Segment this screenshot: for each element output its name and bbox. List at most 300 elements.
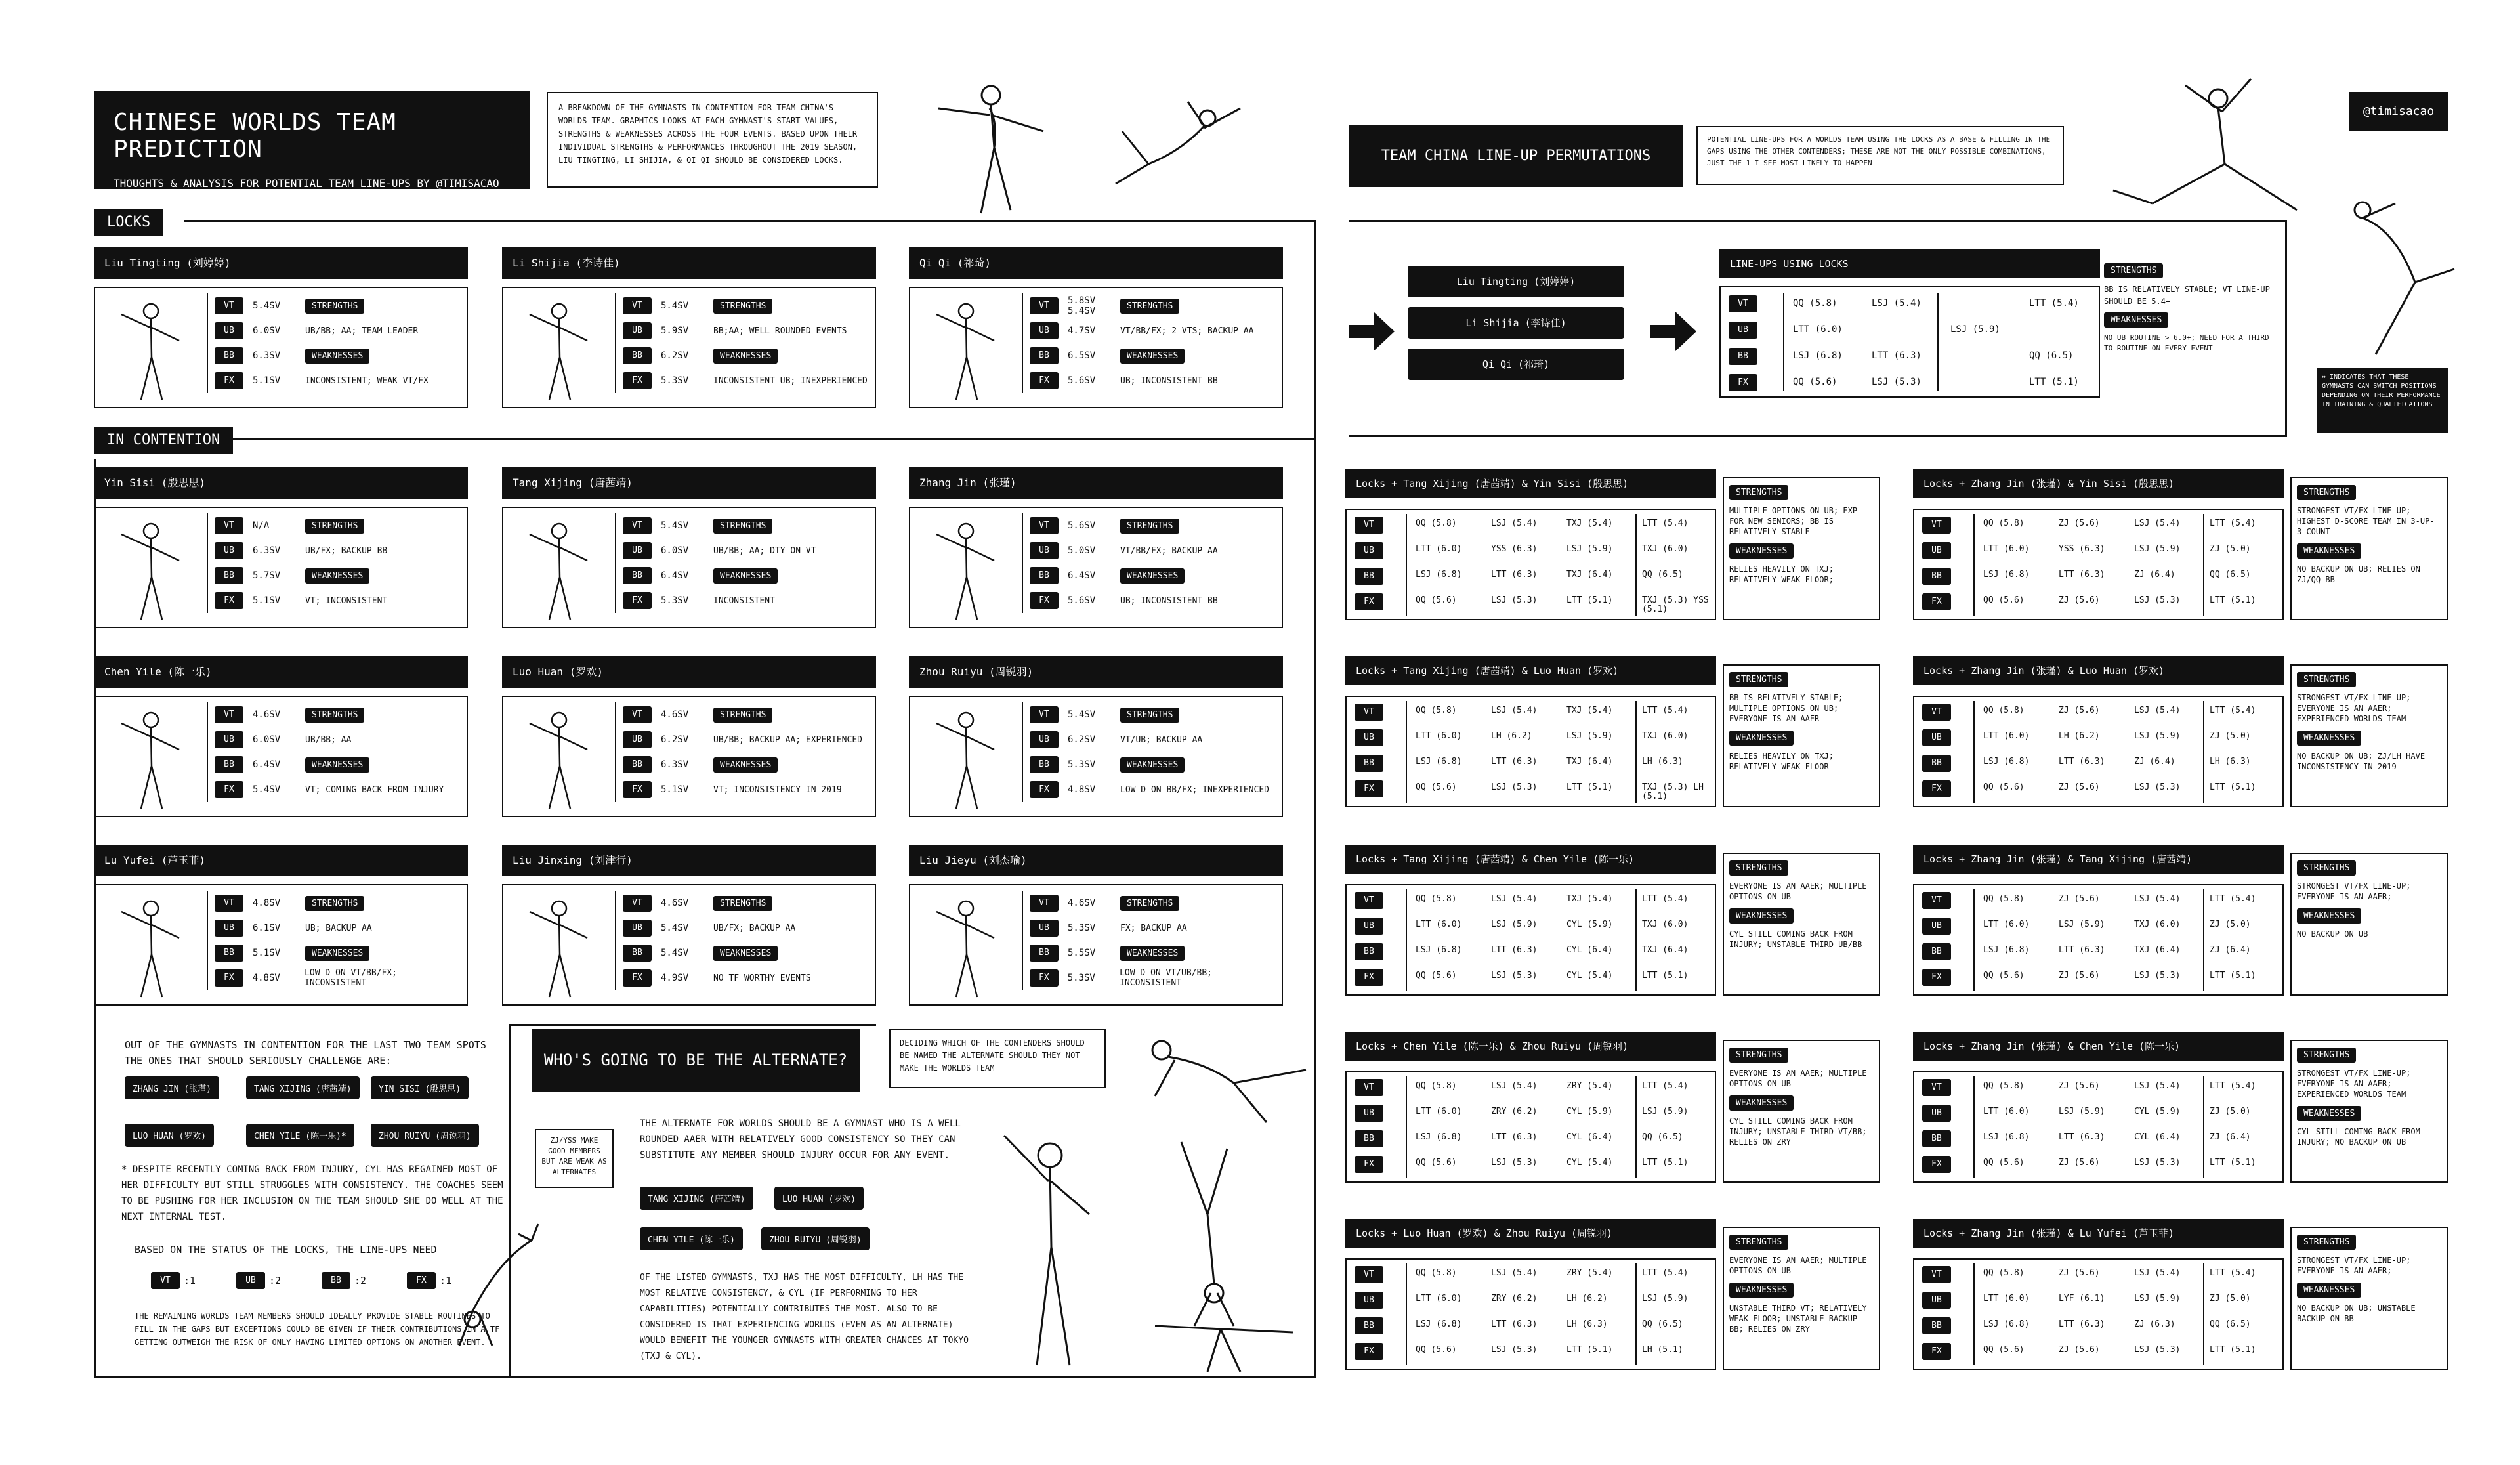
weaknesses-text: INCONSISTENT [713,595,775,606]
gymnast-card [502,656,876,817]
event-badge: FX [1354,593,1383,610]
lineup-cell: LSJ (5.4) [2134,519,2181,528]
strengths-label: STRENGTHS [713,708,772,723]
event-badge: BB [623,347,652,364]
gymnast-name: Liu Tingting (刘婷婷) [94,247,468,279]
lineup-cell: LSJ (6.8) [1983,570,2030,580]
event-badge: BB [1922,1317,1951,1334]
gymnast-card [94,467,468,628]
event-badge: FX [1030,969,1059,987]
grid-divider [2203,701,2204,803]
strengths-label: STRENGTHS [1120,708,1179,723]
weaknesses-text: VT; INCONSISTENCY IN 2019 [713,784,842,795]
event-rows [615,293,871,393]
event-badge: FX [1354,1343,1383,1360]
lineup-cell: LTT (5.4) [2029,298,2079,308]
lineup-cell: QQ (5.8) [1416,1268,1457,1278]
lineup-cell: LSJ (6.8) [1983,757,2030,767]
start-value: 5.1SV [253,375,281,386]
strengths-text: VT/UB; BACKUP AA [1120,734,1203,745]
start-value: 4.8SV [253,898,281,908]
lineup-cell: ZJ (5.0) [2210,1107,2251,1116]
start-value: 5.3SV [1067,973,1095,983]
weaknesses-label: WEAKNESSES [1729,1283,1794,1298]
lineup-cell: LTT (6.0) [1983,1107,2030,1116]
gymnast-sketch [917,892,1015,1000]
event-row [1022,727,1278,752]
strengths-text: EVERYONE IS AN AAER; MULTIPLE OPTIONS ON UB [1729,881,1867,901]
event-rows [1022,293,1278,393]
event-row [615,563,871,588]
permutation-notes [2290,664,2448,807]
event-badge: BB [623,756,652,773]
lineup-cell: LSJ (5.3) [2134,1345,2181,1355]
gymnast-sketch [510,515,608,623]
lineup-cell: QQ (5.8) [1983,894,2025,904]
event-badge: UB [1030,322,1059,339]
permutation-notes [1723,664,1880,807]
start-value: 5.6SV [1068,595,1096,606]
event-badge: UB [623,920,652,937]
grid-divider [1406,1076,1407,1178]
lineup-cell: QQ (6.5) [2029,350,2074,361]
alternate-top-border [509,1024,876,1026]
start-value: 6.0SV [661,545,689,556]
permutation-card [1913,469,2448,620]
permutation-title: Locks + Zhang Jin (张瑾) & Tang Xijing (唐茜靖) [1913,845,2284,874]
event-row [1022,293,1278,318]
strengths-label: STRENGTHS [1120,299,1179,314]
lineup-cell: YSS (6.3) [1491,544,1538,554]
event-badge: FX [1922,1156,1951,1173]
weaknesses-label: WEAKNESSES [1729,908,1794,924]
grid-divider [1973,889,1975,991]
gymnast-card-body [94,507,468,628]
event-row [207,727,463,752]
event-row [615,891,871,916]
strengths-label: STRENGTHS [1729,1235,1788,1250]
lineup-cell: LSJ (5.9) [2134,1294,2181,1304]
event-badge: UB [1030,542,1059,559]
event-badge: VT [1922,517,1951,534]
event-badge: VT [1030,706,1059,723]
event-badge: BB [1922,943,1951,960]
event-rows [615,702,871,802]
event-row [207,916,463,941]
weaknesses-text: INCONSISTENT; WEAK VT/FX [305,375,429,386]
grid-divider [1406,701,1407,803]
gymnast-card [502,467,876,628]
event-row [1022,318,1278,343]
lineup-cell: ZJ (5.0) [2210,731,2251,741]
event-badge: BB [1030,567,1059,584]
lockline-panel [1719,249,2113,414]
event-badge: VT [1030,895,1059,912]
analysis-intro: OUT OF THE GYMNASTS IN CONTENTION FOR THE LAST TWO TEAM SPOTS THE ONES THAT SHOULD SERIOUSLY CHALLENGE ARE: [125,1039,486,1067]
lineup-cell: TXJ (6.4) [1642,945,1689,955]
start-value: 5.4SV [253,784,281,795]
start-value: 4.7SV [1068,326,1096,336]
gymnast-name: Zhou Ruiyu (周锐羽) [909,656,1283,688]
strengths-label: STRENGTHS [2104,263,2163,278]
weaknesses-text: NO BACKUP ON UB; RELIES ON ZJ/QQ BB [2297,564,2420,584]
permutations-right-border [2285,220,2287,436]
start-value: 5.1SV [661,784,689,795]
lineup-cell: LTT (6.0) [1416,544,1462,554]
lineup-cell: QQ (5.8) [1983,706,2025,715]
lineup-cell: LH (6.3) [2210,757,2251,767]
lineup-cell: TXJ (6.0) [1642,544,1689,554]
event-badge: BB [1354,568,1383,585]
event-row [1022,368,1278,393]
lineup-cell: TXJ (6.0) [2134,920,2181,929]
event-rows [207,513,463,613]
lineup-cell: LTT (5.4) [1642,519,1689,528]
permutation-card [1345,845,1880,996]
lineup-cell: QQ (5.8) [1793,298,1838,308]
lineup-cell: QQ (5.8) [1416,894,1457,904]
lineup-cell: LTT (6.0) [1983,544,2030,554]
event-badge: BB [1729,348,1757,365]
analysis-remaining: THE REMAINING WORLDS TEAM MEMBERS SHOULD IDEALLY PROVIDE STABLE ROUTINES TO FILL IN THE GAPS BUT EXCEPTIONS COULD BE GIVEN IF THEIR CONTRIBUTIONS IN A TF GETTING OUTWEIGH THE RISK OF ONLY HAVING LIMITED OPTIONS ON ANOTHER EVENT. [135,1311,500,1347]
contender-pill: TANG XIJING (唐茜靖) [246,1076,360,1099]
start-value: 6.3SV [661,759,689,770]
permutation-card [1345,1219,1880,1370]
lineup-cell: LH (6.3) [1642,757,1683,767]
lockline-side [2100,259,2277,410]
contender-pill: CHEN YILE (陈一乐)* [246,1124,354,1147]
start-value: 6.2SV [661,350,689,361]
strengths-text: UB/BB; AA; DTY ON VT [713,545,816,556]
lineup-cell: LSJ (6.8) [1416,1319,1462,1329]
gymnast-sketch-backbend [433,1221,545,1352]
strengths-label: STRENGTHS [713,896,772,911]
start-value: 5.8SV 5.4SV [1068,295,1096,316]
lineup-cell: LTT (5.1) [1566,782,1613,792]
lineup-cell: LTT (6.0) [1416,731,1462,741]
strengths-label: STRENGTHS [1120,896,1179,911]
page-title: CHINESE WORLDS TEAM PREDICTION [114,109,396,163]
intro-description: A BREAKDOWN OF THE GYMNASTS IN CONTENTION FOR TEAM CHINA'S WORLDS TEAM. GRAPHICS LOOKS AT EACH GYMNAST'S START VALUES, STRENGTHS & WEAKNESSES ACROSS THE FOUR EVENTS. BASED UPON THEIR INDIVIDUAL STRENGTHS & PERFORMANCES THROUGHOUT THE 2019 SEASON, LIU TINGTING, LI SHIJIA, & QI QI SHOULD BE CONSIDERED LOCKS. [547,92,878,188]
start-value: 5.5SV [1068,948,1096,958]
main-title-box [94,91,530,189]
event-badge: BB [623,945,652,962]
start-value: 4.6SV [1068,898,1096,908]
permutation-grid [1913,696,2284,807]
lineup-cell: ZJ (5.6) [2059,1268,2100,1278]
event-row [207,777,463,802]
lineup-cell: CYL (5.9) [2134,1107,2181,1116]
event-rows [207,293,463,393]
event-row [207,588,463,613]
strengths-text: EVERYONE IS AN AAER; MULTIPLE OPTIONS ON UB [1729,1256,1867,1275]
permutation-notes [1723,477,1880,620]
event-row [207,293,463,318]
weaknesses-label: WEAKNESSES [1120,757,1185,773]
permutation-grid [1345,1071,1716,1183]
start-value: 5.9SV [661,326,689,336]
lineup-cell: LTT (6.3) [1491,945,1538,955]
lineup-cell: LSJ (5.9) [1950,324,2000,335]
event-badge: FX [1354,969,1383,986]
weaknesses-label: WEAKNESSES [305,568,369,584]
alternate-para1: THE ALTERNATE FOR WORLDS SHOULD BE A GYMNAST WHO IS A WELL ROUNDED AAER WITH RELATIVELY GOOD CONSISTENCY SO THEY CAN SUBSTITUTE ANY MEMBER SHOULD INJURY OCCUR FOR ANY EVENT. [640,1118,961,1160]
strengths-label: STRENGTHS [1729,1048,1788,1063]
lineup-cell: LTT (6.3) [2059,570,2105,580]
strengths-text: UB; BACKUP AA [305,923,372,933]
lineup-cell: CYL (6.4) [1566,945,1613,955]
gymnast-card-body [502,696,876,817]
lineup-cell: LH (5.1) [1642,1345,1683,1355]
weaknesses-text: NO BACKUP ON UB; UNSTABLE BACKUP ON BB [2297,1304,2416,1323]
event-badge: VT [1354,704,1383,721]
event-badge: VT [215,297,243,314]
strengths-text: VT/BB/FX; 2 VTS; BACKUP AA [1120,326,1254,336]
start-value: 5.3SV [1068,923,1096,933]
lineup-cell: YSS (6.3) [2059,544,2105,554]
weaknesses-text: NO BACKUP ON UB; ZJ/LH HAVE INCONSISTENCY IN 2019 [2297,752,2426,771]
weaknesses-label: WEAKNESSES [713,349,778,364]
permutations-bottom-line [1349,435,2287,437]
gymnast-name: Liu Jieyu (刘杰瑜) [909,845,1283,876]
event-badge: UB [623,542,652,559]
event-badge: FX [623,592,652,609]
strengths-label: STRENGTHS [1120,519,1179,534]
start-value: 6.0SV [253,734,281,745]
permutation-grid [1913,509,2284,620]
need-count: :1 [440,1275,452,1286]
lineup-cell: ZJ (5.0) [2210,1294,2251,1304]
lineup-cell: LH (6.3) [1566,1319,1608,1329]
lock-name-pill: Qi Qi (祁琦) [1408,349,1624,380]
event-badge: BB [1354,943,1383,960]
need-count: :2 [269,1275,282,1286]
alternate-pill: ZHOU RUIYU (周锐羽) [761,1227,870,1250]
gymnast-name: Zhang Jin (张瑾) [909,467,1283,499]
lineup-cell: LTT (5.4) [2210,894,2256,904]
event-row [615,538,871,563]
event-row [615,343,871,368]
weaknesses-label: WEAKNESSES [713,946,778,961]
event-badge: UB [1354,1105,1383,1122]
permutation-card [1913,1032,2448,1183]
grid-divider [1973,1263,1975,1365]
lineup-cell: QQ (5.8) [1983,519,2025,528]
permutation-notes [2290,477,2448,620]
grid-divider [1973,1076,1975,1178]
grid-divider [1635,889,1637,991]
event-badge: BB [1030,945,1059,962]
start-value: 5.0SV [1068,545,1096,556]
lineup-cell: LSJ (5.4) [1491,894,1538,904]
weaknesses-text: NO TF WORTHY EVENTS [713,973,811,983]
analysis-bottom [94,1376,1316,1378]
lineup-cell: LSJ (5.4) [1491,1268,1538,1278]
permutation-title: Locks + Chen Yile (陈一乐) & Zhou Ruiyu (周锐羽) [1345,1032,1716,1061]
start-value: 5.3SV [661,375,689,386]
strengths-text: STRONGEST VT/FX LINE-UP; EVERYONE IS AN AAER; EXPERIENCED WORLDS TEAM [2297,1069,2411,1099]
lineup-cell: QQ (5.8) [1983,1268,2025,1278]
alternate-pill: TANG XIJING (唐茜靖) [640,1187,753,1210]
start-value: 4.9SV [661,973,689,983]
lineup-cell: LTT (5.4) [1642,894,1689,904]
event-row [1022,343,1278,368]
alternate-para2: OF THE LISTED GYMNASTS, TXJ HAS THE MOST DIFFICULTY, LH HAS THE MOST RELATIVE CONSISTENCY, & CYL (IF PERFORMING TO HER CAPABILITIES) POTENTIALLY CONTRIBUTES THE MOST. ALSO TO BE CONSIDERED IS THAT EXPERIENCING WORLDS (EVEN AS AN ALTERNATE) WOULD BENEFIT THE YOUNGER GYMNASTS WITH GREATER CHANCES AT TOKYO (TXJ & CYL). [640,1273,969,1361]
strengths-label: STRENGTHS [305,519,364,534]
lineup-cell: QQ (5.8) [1416,706,1457,715]
strengths-text: EVERYONE IS AN AAER; MULTIPLE OPTIONS ON UB [1729,1069,1867,1088]
alternate-description: DECIDING WHICH OF THE CONTENDERS SHOULD BE NAMED THE ALTERNATE SHOULD THEY NOT MAKE THE WORLDS TEAM [889,1029,1106,1088]
start-value: 6.1SV [253,923,281,933]
gymnast-name: Liu Jinxing (刘津行) [502,845,876,876]
lineup-cell: ZJ (6.4) [2210,945,2251,955]
weaknesses-text: UB; INCONSISTENT BB [1120,595,1218,606]
lineup-cell: ZJ (6.4) [2134,570,2175,580]
permutation-title: Locks + Tang Xijing (唐茜靖) & Luo Huan (罗欢) [1345,656,1716,685]
event-badge: BB [215,756,243,773]
permutation-notes [1723,853,1880,996]
strengths-text: BB IS RELATIVELY STABLE; MULTIPLE OPTIONS ON UB; EVERYONE IS AN AAER [1729,693,1843,723]
event-row [207,318,463,343]
lineup-cell: TXJ (5.4) [1566,706,1613,715]
lineup-cell: LSJ (5.4) [1491,1081,1538,1091]
strengths-label: STRENGTHS [305,299,364,314]
event-row [615,752,871,777]
grid-divider [1973,701,1975,803]
weaknesses-label: WEAKNESSES [305,349,369,364]
event-badge: VT [1922,704,1951,721]
strengths-label: STRENGTHS [2297,1235,2356,1250]
event-row [615,777,871,802]
lineup-cell: QQ (5.6) [1793,377,1838,387]
grid-divider [1635,701,1637,803]
lineup-cell: LTT (5.1) [1642,971,1689,981]
event-rows [615,513,871,613]
weaknesses-text: NO UB ROUTINE > 6.0+; NEED FOR A THIRD TO ROUTINE ON EVERY EVENT [2104,333,2269,352]
start-value: 5.4SV [1068,710,1096,720]
event-badge: VT [1729,295,1757,312]
gymnast-sketch [510,295,608,403]
weaknesses-label: WEAKNESSES [305,946,369,961]
event-row [1022,777,1278,802]
need-event-badge: VT [151,1272,180,1289]
switch-legend-text: INDICATES THAT THESE GYMNASTS CAN SWITCH POSITIONS DEPENDING ON THEIR PERFORMANCE IN TRAINING & QUALIFICATIONS [2322,373,2441,408]
gymnast-name: Li Shijia (李诗佳) [502,247,876,279]
lineup-cell: LSJ (5.4) [2134,706,2181,715]
start-value: 5.4SV [661,923,689,933]
event-badge: UB [1922,1105,1951,1122]
contender-pill: ZHANG JIN (张瑾) [125,1076,219,1099]
gymnast-name: Qi Qi (祁琦) [909,247,1283,279]
event-badge: VT [1354,517,1383,534]
start-value: 4.6SV [661,898,689,908]
gymnast-name: Yin Sisi (殷思思) [94,467,468,499]
grid-divider [1783,293,1784,391]
permutation-notes [1723,1227,1880,1370]
event-row [615,727,871,752]
lineup-cell: LH (6.2) [1491,731,1532,741]
event-row [1022,916,1278,941]
start-value: 5.1SV [253,595,281,606]
gymnast-card-body [502,287,876,408]
strengths-text: STRONGEST VT/FX LINE-UP; HIGHEST D-SCORE TEAM IN 3-UP-3-COUNT [2297,506,2435,536]
permutations-description: POTENTIAL LINE-UPS FOR A WORLDS TEAM USING THE LOCKS AS A BASE & FILLING IN THE GAPS USING THE OTHER CONTENDERS; THESE ARE NOT THE ONLY POSSIBLE COMBINATIONS, JUST THE 1 I SEE MOST LIKELY TO HAPPEN [1696,126,2064,185]
event-row [207,752,463,777]
lineup-cell: TXJ (6.4) [1566,570,1613,580]
lineup-cell: LSJ (6.8) [1416,757,1462,767]
event-badge: UB [1922,918,1951,935]
author-handle[interactable]: @timisacao [2349,92,2448,131]
weaknesses-label: WEAKNESSES [1729,1095,1794,1111]
event-badge: FX [623,781,652,798]
left-panel-border [1314,220,1316,1378]
lineup-cell: CYL (6.4) [2134,1132,2181,1142]
event-row [1022,513,1278,538]
lock-name-pill: Li Shijia (李诗佳) [1408,307,1624,339]
event-row [207,513,463,538]
permutation-grid [1345,1258,1716,1370]
lineup-cell: LTT (6.0) [1416,1107,1462,1116]
event-badge: VT [1922,892,1951,909]
event-badge: VT [623,297,652,314]
lineup-cell: LTT (6.3) [1491,1319,1538,1329]
permutation-grid [1913,1258,2284,1370]
gymnast-sketch-leap [912,75,1089,220]
lineup-cell: QQ (5.6) [1416,782,1457,792]
lineup-cell: LSJ (5.4) [1872,298,1922,308]
permutation-grid [1345,696,1716,807]
strengths-text: UB/FX; BACKUP BB [305,545,388,556]
event-badge: FX [1030,372,1059,389]
event-badge: VT [215,517,243,534]
event-badge: FX [1030,592,1059,609]
lineup-cell: QQ (5.6) [1416,1345,1457,1355]
event-row [207,702,463,727]
weaknesses-label: WEAKNESSES [1120,568,1185,584]
grid-divider [1635,514,1637,616]
event-badge: FX [623,372,652,389]
event-rows [207,702,463,802]
lineup-cell: LSJ (5.3) [1491,971,1538,981]
event-badge: BB [623,567,652,584]
lineup-cell: ZJ (5.6) [2059,1345,2100,1355]
lineup-cell: QQ (5.6) [1416,1158,1457,1168]
grid-divider [1406,1263,1407,1365]
event-badge: UB [1922,729,1951,746]
strengths-text: UB/BB; AA [305,734,352,745]
gymnast-card [94,845,468,1006]
event-row [207,538,463,563]
lineup-cell: LTT (6.3) [2059,757,2105,767]
grid-divider [2203,1076,2204,1178]
weaknesses-label: WEAKNESSES [1120,349,1185,364]
alternate-left-border [509,1024,511,1378]
event-badge: UB [215,920,243,937]
strengths-label: STRENGTHS [2297,672,2356,687]
lineup-cell: LTT (5.4) [2210,1268,2256,1278]
strengths-label: STRENGTHS [1729,485,1788,500]
strengths-text: FX; BACKUP AA [1120,923,1187,933]
lineup-cell: LTT (6.0) [1983,731,2030,741]
weaknesses-label: WEAKNESSES [2297,908,2361,924]
grid-divider [2203,514,2204,616]
event-badge: FX [1354,780,1383,797]
strengths-text: UB/BB; BACKUP AA; EXPERIENCED [713,734,862,745]
grid-divider [1937,293,1939,391]
lockline-grid [1719,286,2100,398]
event-badge: FX [215,781,243,798]
event-badge: UB [1922,542,1951,559]
